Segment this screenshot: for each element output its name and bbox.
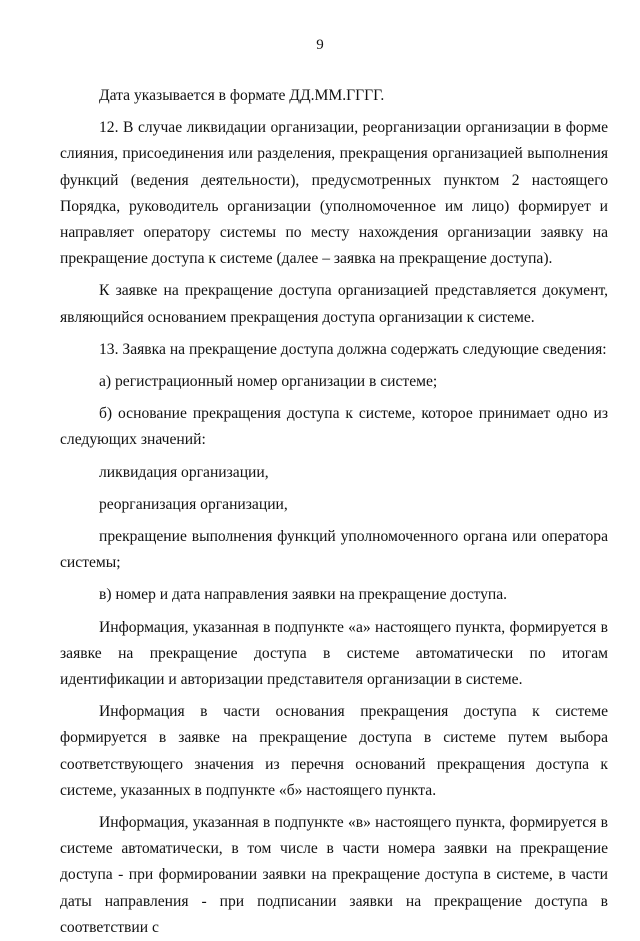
list-item-b: б) основание прекращения доступа к системе, которое принимает одно из следующих значений: [60, 405, 608, 449]
list-item-v: в) номер и дата направления заявки на прекращение доступа. [99, 586, 508, 604]
list-value-reorganization: реорганизация организации, [99, 495, 288, 513]
paragraph-info-a: Информация, указанная в подпункте «а» настоящего пункта, формируется в заявке на прекращение доступа в системе автоматически по итогам идентификации и авторизации представителя организации в системе. [60, 618, 608, 689]
paragraph-date-format: Дата указывается в формате ДД.ММ.ГГГГ. [99, 87, 385, 104]
document-body [60, 83, 608, 941]
page-number: 9 [316, 37, 324, 53]
paragraph-12: 12. В случае ликвидации организации, реорганизации организации в форме слияния, присоединения или разделения, прекращения организацией выполнения функций (ведения деятельности), предусмотренных пунктом 2 настоящего Порядка, руководитель организации (уполномоченное им лицо) формирует и направляет оператору системы по месту нахождения организации заявку на прекращение доступа к системе (далее – заявка на прекращение доступа). [60, 119, 608, 268]
paragraph-attachment: К заявке на прекращение доступа организацией представляется документ, являющийся основанием прекращения доступа организации к системе. [60, 282, 608, 326]
list-value-liquidation: ликвидация организации, [99, 463, 269, 481]
list-item-a: а) регистрационный номер организации в системе; [99, 373, 438, 391]
paragraph-info-b: Информация в части основания прекращения доступа к системе формируется в заявке на прекращение доступа в системе путем выбора соответствующего значения из перечня оснований прекращения доступа к системе, указанных в подпункте «б» настоящего пункта. [60, 703, 608, 799]
list-value-termination: прекращение выполнения функций уполномоченного органа или оператора системы; [60, 528, 608, 572]
paragraph-13: 13. Заявка на прекращение доступа должна содержать следующие сведения: [99, 340, 607, 358]
paragraph-info-v: Информация, указанная в подпункте «в» настоящего пункта, формируется в системе автоматически, в том числе в части номера заявки на прекращение доступа - при формировании заявки на прекращение доступа в системе, в части даты направления - при подписании заявки на прекращение доступа в соответствии с [60, 814, 608, 936]
